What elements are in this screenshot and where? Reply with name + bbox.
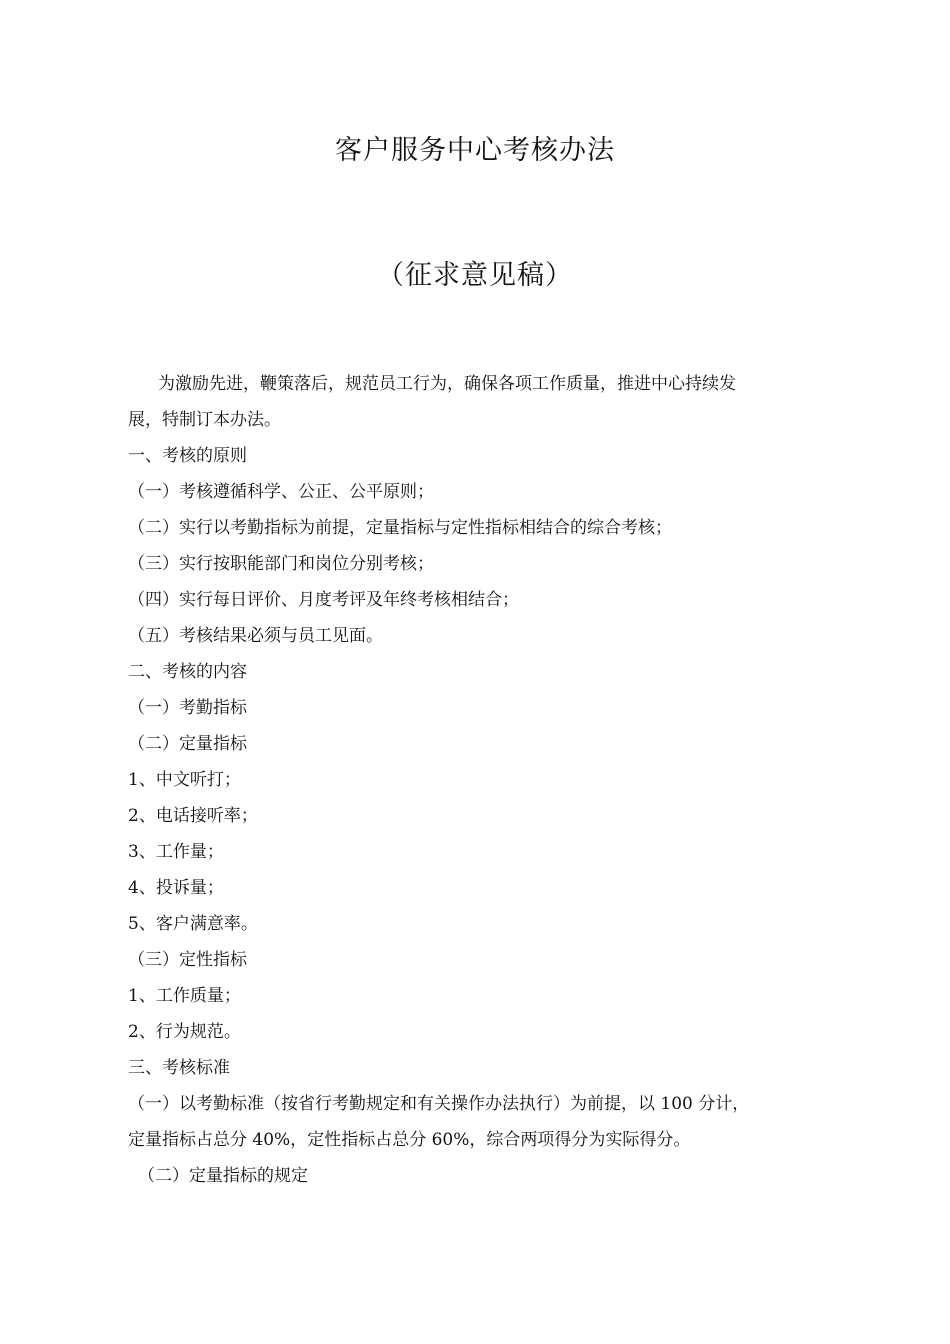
quantitative-item-3: 3、工作量； (128, 842, 224, 862)
intro-paragraph-line-2: 展，特制订本办法。 (128, 410, 281, 430)
document-title: 客户服务中心考核办法 (335, 135, 615, 166)
principle-item-2: （二）实行以考勤指标为前提，定量指标与定性指标相结合的综合考核； (128, 518, 672, 538)
section-heading-3: 三、考核标准 (128, 1058, 230, 1078)
quantitative-item-1: 1、中文听打； (128, 770, 241, 790)
document-subtitle: （征求意见稿） (377, 260, 573, 291)
content-item-3: （三）定性指标 (128, 950, 247, 970)
standard-item-1-line-2: 定量指标占总分 40%，定性指标占总分 60%，综合两项得分为实际得分。 (128, 1130, 691, 1150)
section-heading-2: 二、考核的内容 (128, 662, 247, 682)
principle-item-1: （一）考核遵循科学、公正、公平原则； (128, 482, 434, 502)
quantitative-item-2: 2、电话接听率； (128, 806, 258, 826)
content-item-2: （二）定量指标 (128, 734, 247, 754)
qualitative-item-1: 1、工作质量； (128, 986, 241, 1006)
principle-item-3: （三）实行按职能部门和岗位分别考核； (128, 554, 434, 574)
standard-item-1-line-1: （一）以考勤标准（按省行考勤规定和有关操作办法执行）为前提，以 100 分计， (128, 1094, 750, 1114)
content-item-1: （一）考勤指标 (128, 698, 247, 718)
section-heading-1: 一、考核的原则 (128, 446, 247, 466)
standard-item-2: （二）定量指标的规定 (138, 1166, 308, 1186)
quantitative-item-4: 4、投诉量； (128, 878, 224, 898)
principle-item-4: （四）实行每日评价、月度考评及年终考核相结合； (128, 590, 519, 610)
document-body (128, 366, 828, 1194)
intro-paragraph-line-1: 为激励先进，鞭策落后，规范员工行为，确保各项工作质量，推进中心持续发 (158, 374, 736, 394)
principle-item-5: （五）考核结果必须与员工见面。 (128, 626, 383, 646)
quantitative-item-5: 5、客户满意率。 (128, 914, 258, 934)
qualitative-item-2: 2、行为规范。 (128, 1022, 241, 1042)
